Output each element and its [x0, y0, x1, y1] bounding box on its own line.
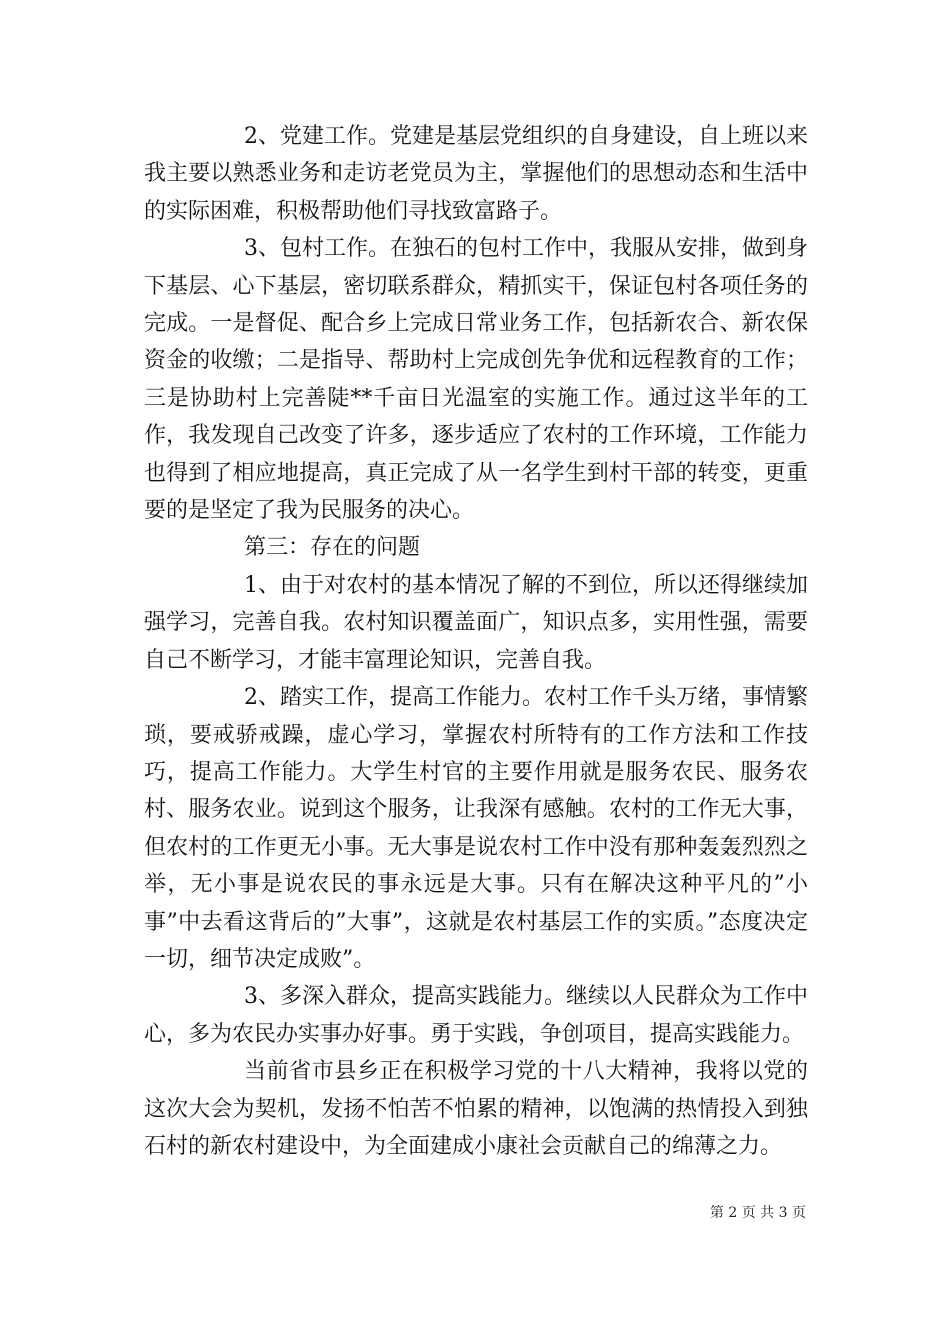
section-heading-problems: 第三：存在的问题 [244, 535, 421, 561]
paragraph-conclusion: 当前省市县乡正在积极学习党的十八大精神，我将以党的这次大会为契机，发扬不怕苦不怕累的精神，以饱满的热情投入到独石村的新农村建设中，为全面建成小康社会贡献自己的绵薄之力。 [144, 1059, 808, 1159]
paragraph-problem-2: 2、踏实工作，提高工作能力。农村工作千头万绪，事情繁琐，要戒骄戒躁，虚心学习，掌握农村所特有的工作方法和工作技巧，提高工作能力。大学生村官的主要作用就是服务农民、服务农村、服务农业。说到这个服务，让我深有感触。农村的工作无大事，但农村的工作更无小事。无大事是说农村工作中没有那种轰轰烈烈之举，无小事是说农民的事永远是大事。只有在解决这种平凡的”小事”中去看这背后的”大事”，这就是农村基层工作的实质。”态度决定一切，细节决定成败”。 [144, 685, 808, 972]
paragraph-problem-1: 1、由于对农村的基本情况了解的不到位，所以还得继续加强学习，完善自我。农村知识覆盖面广，知识点多，实用性强，需要自己不断学习，才能丰富理论知识，完善自我。 [144, 572, 808, 673]
page-number: 第 2 页 共 3 页 [709, 1205, 806, 1221]
paragraph-problem-3: 3、多深入群众，提高实践能力。继续以人民群众为工作中心，多为农民办实事办好事。勇于实践，争创项目，提高实践能力。 [144, 984, 808, 1047]
paragraph-village-work: 3、包村工作。在独石的包村工作中，我服从安排，做到身下基层、心下基层，密切联系群众，精抓实干，保证包村各项任务的完成。一是督促、配合乡上完成日常业务工作，包括新农合、新农保资金的收缴；二是指导、帮助村上完成创先争优和远程教育的工作；三是协助村上完善陡**千亩日光温室的实施工作。通过这半年的工作，我发现自己改变了许多，逐步适应了农村的工作环境，工作能力也得到了相应地提高，真正完成了从一名学生到村干部的转变，更重要的是坚定了我为民服务的决心。 [144, 236, 808, 524]
paragraph-party-building: 2、党建工作。党建是基层党组织的自身建设，自上班以来我主要以熟悉业务和走访老党员为主，掌握他们的思想动态和生活中的实际困难，积极帮助他们寻找致富路子。 [144, 124, 808, 224]
document-body [144, 118, 808, 1165]
